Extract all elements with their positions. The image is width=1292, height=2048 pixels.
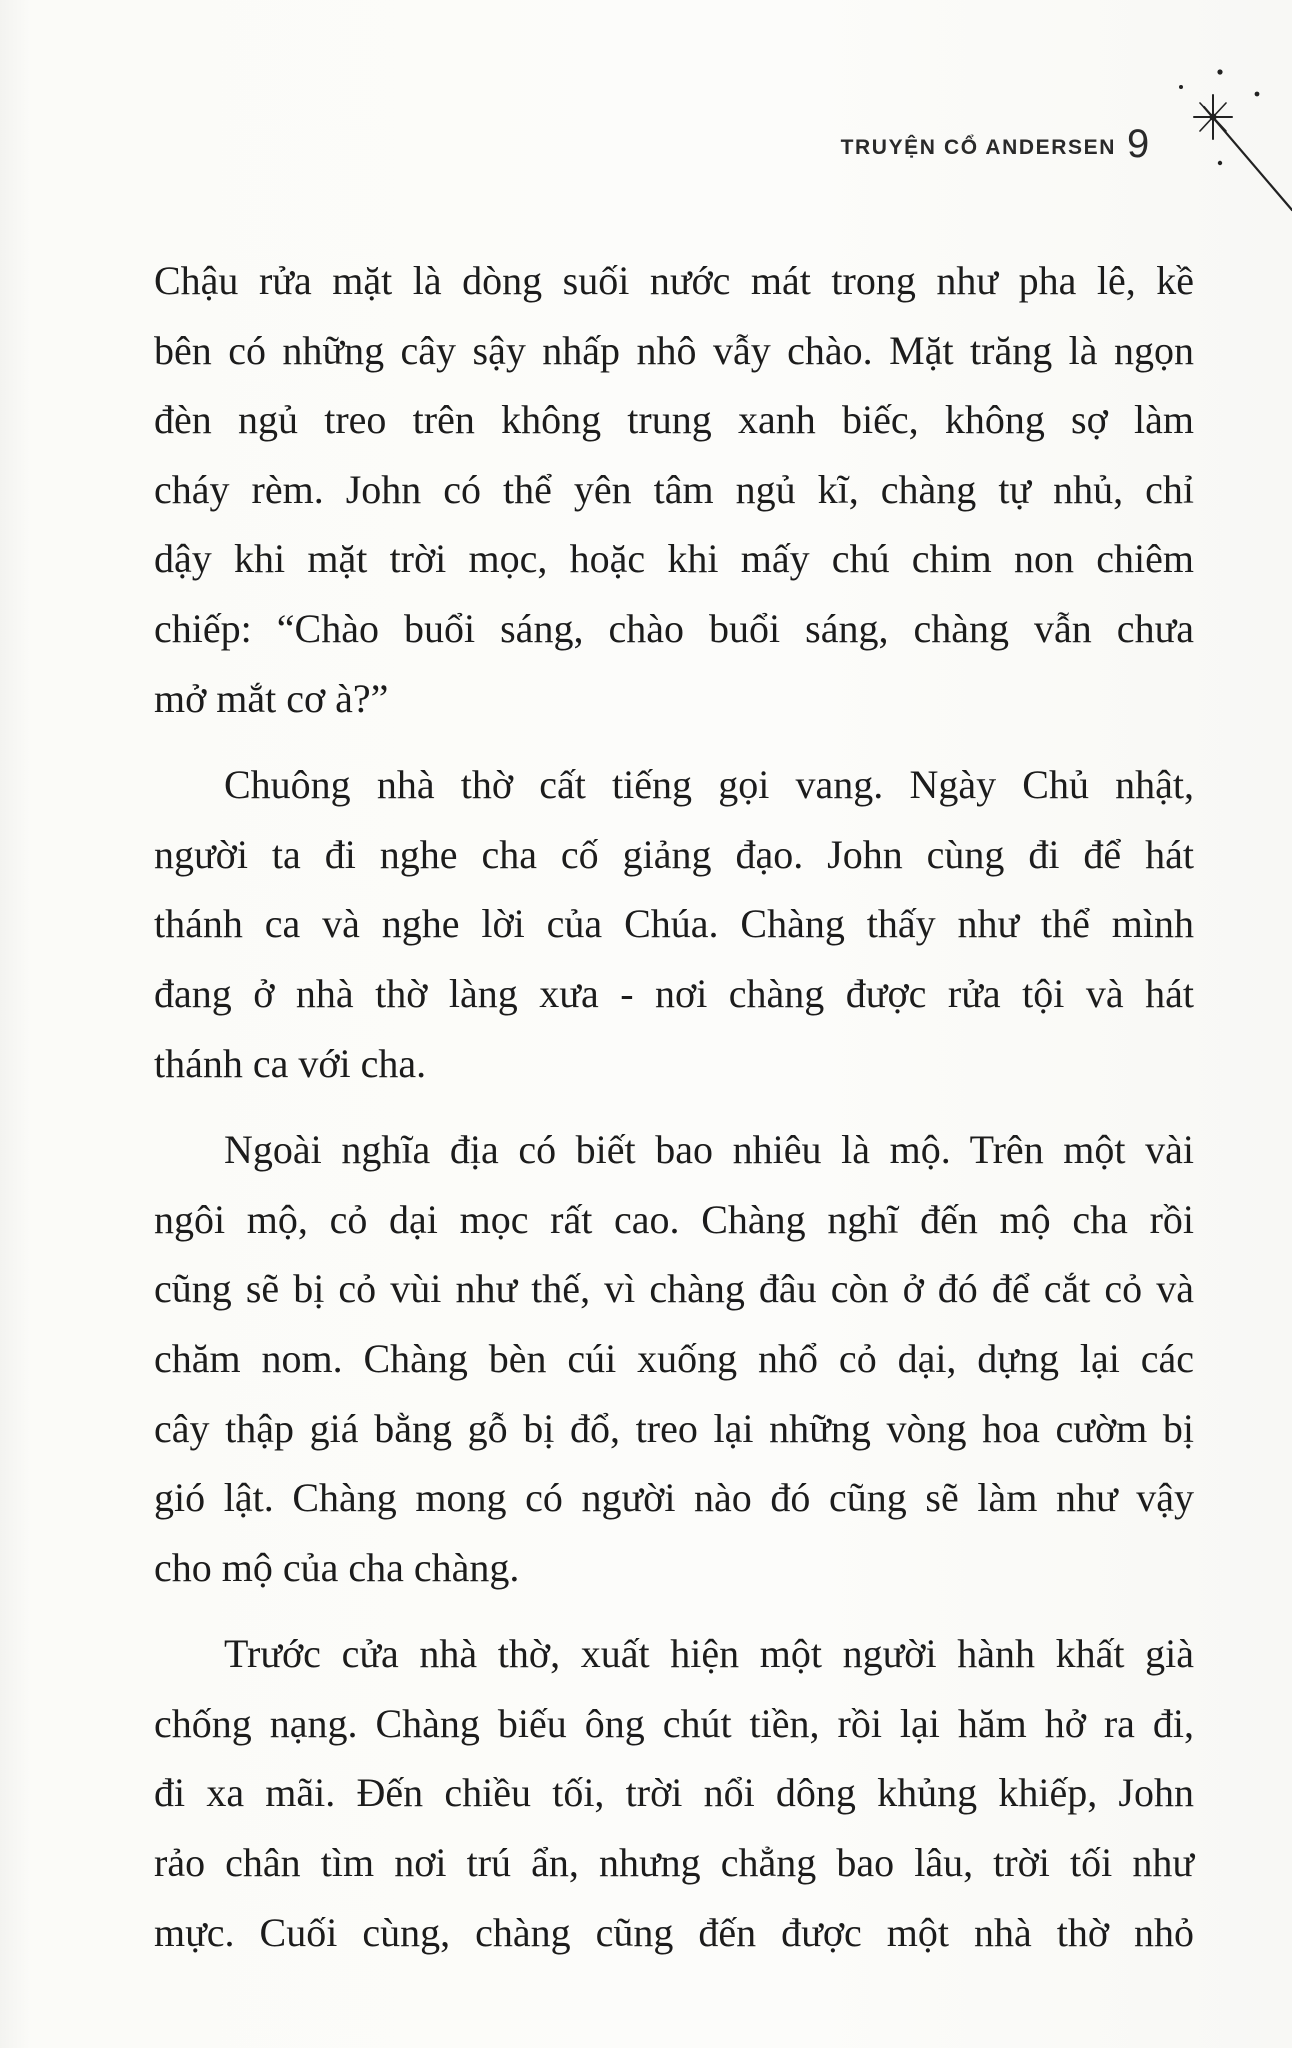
text-line: đèn ngủ treo trên không trung xanh biếc, không sợ làm [154, 397, 1194, 443]
text-line: người ta đi nghe cha cố giảng đạo. John cùng đi để hát [154, 831, 1194, 877]
text-line: đang ở nhà thờ làng xưa - nơi chàng được rửa tội và hát [154, 970, 1194, 1016]
paragraph [154, 246, 1194, 733]
text-line: chiếp: “Chào buổi sáng, chào buổi sáng, chàng vẫn chưa [154, 605, 1194, 651]
text-line: thánh ca với cha. [154, 1040, 427, 1086]
text-line: thánh ca và nghe lời của Chúa. Chàng thấy như thể mình [154, 901, 1194, 947]
text-line: Chuông nhà thờ cất tiếng gọi vang. Ngày Chủ nhật, [224, 762, 1194, 808]
text-line: rảo chân tìm nơi trú ẩn, nhưng chẳng bao lâu, trời tối như [154, 1840, 1194, 1886]
text-line: Trước cửa nhà thờ, xuất hiện một người hành khất già [224, 1631, 1194, 1677]
text-line: dậy khi mặt trời mọc, hoặc khi mấy chú chim non chiêm [154, 536, 1194, 582]
page-number: 9 [1127, 122, 1150, 166]
text-line: cháy rèm. John có thể yên tâm ngủ kĩ, chàng tự nhủ, chỉ [154, 466, 1194, 512]
text-line: gió lật. Chàng mong có người nào đó cũng sẽ làm như vậy [154, 1475, 1194, 1521]
text-line: đi xa mãi. Đến chiều tối, trời nổi dông khủng khiếp, John [154, 1770, 1194, 1816]
text-line: bên có những cây sậy nhấp nhô vẫy chào. Mặt trăng là ngọn [154, 327, 1194, 373]
text-line: cho mộ của cha chàng. [154, 1544, 520, 1590]
text-line: ngôi mộ, cỏ dại mọc rất cao. Chàng nghĩ đến mộ cha rồi [154, 1196, 1194, 1242]
paragraph [154, 1619, 1194, 1967]
text-line: Chậu rửa mặt là dòng suối nước mát trong như pha lê, kề [154, 258, 1194, 303]
text-line: mở mắt cơ à?” [154, 675, 389, 721]
text-line: chống nạng. Chàng biếu ông chút tiền, rồi lại hăm hở ra đi, [154, 1700, 1194, 1746]
paragraph [154, 750, 1194, 1098]
body-text [154, 246, 1194, 1967]
paragraph [154, 1115, 1194, 1602]
text-line: Ngoài nghĩa địa có biết bao nhiêu là mộ. Trên một vài [224, 1127, 1194, 1173]
text-line: chăm nom. Chàng bèn cúi xuống nhổ cỏ dại, dựng lại các [154, 1335, 1194, 1381]
text-line: cây thập giá bằng gỗ bị đổ, treo lại những vòng hoa cườm bị [154, 1405, 1194, 1451]
running-title: TRUYỆN CỔ ANDERSEN [840, 136, 1116, 159]
text-line: mực. Cuối cùng, chàng cũng đến được một nhà thờ nhỏ [154, 1909, 1194, 1955]
sparkle-star-icon [1160, 55, 1292, 215]
text-line: cũng sẽ bị cỏ vùi như thế, vì chàng đâu còn ở đó để cắt cỏ và [154, 1266, 1194, 1312]
